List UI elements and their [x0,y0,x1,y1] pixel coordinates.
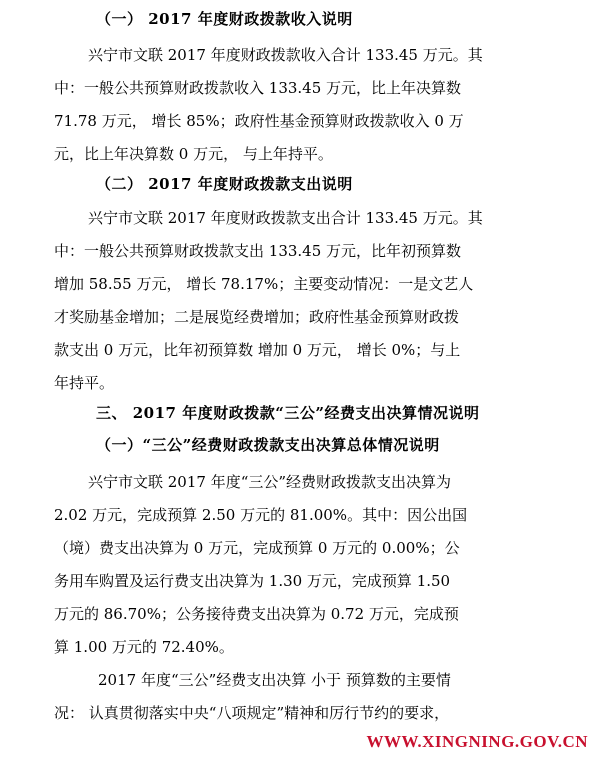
section-heading-three-public: 三、 2017 年度财政拨款“三公”经费支出决算情况说明 [96,404,480,422]
section-heading-expenditure: （二） 2017 年度财政拨款支出说明 [96,175,353,193]
paragraph-line: 况： 认真贯彻落实中央“八项规定”精神和厉行节约的要求， [54,704,450,722]
paragraph-line: 款支出 0 万元，比年初预算数 增加 0 万元， 增长 0%；与上 [54,341,461,359]
paragraph-line: （境）费支出决算为 0 万元，完成预算 0 万元的 0.00%；公 [54,539,460,557]
paragraph-line: 才奖励基金增加；二是展览经费增加；政府性基金预算财政拨 [54,308,460,326]
paragraph-line: 元，比上年决算数 0 万元， 与上年持平。 [54,145,333,163]
subsection-heading-three-public-overall: （一）“三公”经费财政拨款支出决算总体情况说明 [96,436,440,454]
site-watermark: WWW.XINGNING.GOV.CN [366,732,588,751]
paragraph-line: 兴宁市文联 2017 年度“三公”经费财政拨款支出决算为 [88,473,452,491]
paragraph-line: 增加 58.55 万元， 增长 78.17%；主要变动情况：一是文艺人 [54,275,474,293]
paragraph-line: 2017 年度“三公”经费支出决算 小于 预算数的主要情 [98,671,451,689]
paragraph-line: 年持平。 [54,374,115,392]
paragraph-line: 2.02 万元，完成预算 2.50 万元的 81.00%。其中：因公出国 [54,506,468,524]
paragraph-line: 中：一般公共预算财政拨款支出 133.45 万元，比年初预算数 [54,242,462,260]
section-heading-income: （一） 2017 年度财政拨款收入说明 [96,10,353,28]
paragraph-line: 算 1.00 万元的 72.40%。 [54,638,234,656]
paragraph-line: 兴宁市文联 2017 年度财政拨款收入合计 133.45 万元。其 [88,46,483,64]
paragraph-line: 务用车购置及运行费支出决算为 1.30 万元，完成预算 1.50 [54,572,451,590]
paragraph-line: 兴宁市文联 2017 年度财政拨款支出合计 133.45 万元。其 [88,209,483,227]
paragraph-line: 71.78 万元， 增长 85%；政府性基金预算财政拨款收入 0 万 [54,112,464,130]
paragraph-line: 中：一般公共预算财政拨款收入 133.45 万元，比上年决算数 [54,79,462,97]
paragraph-line: 万元的 86.70%；公务接待费支出决算为 0.72 万元，完成预 [54,605,459,623]
